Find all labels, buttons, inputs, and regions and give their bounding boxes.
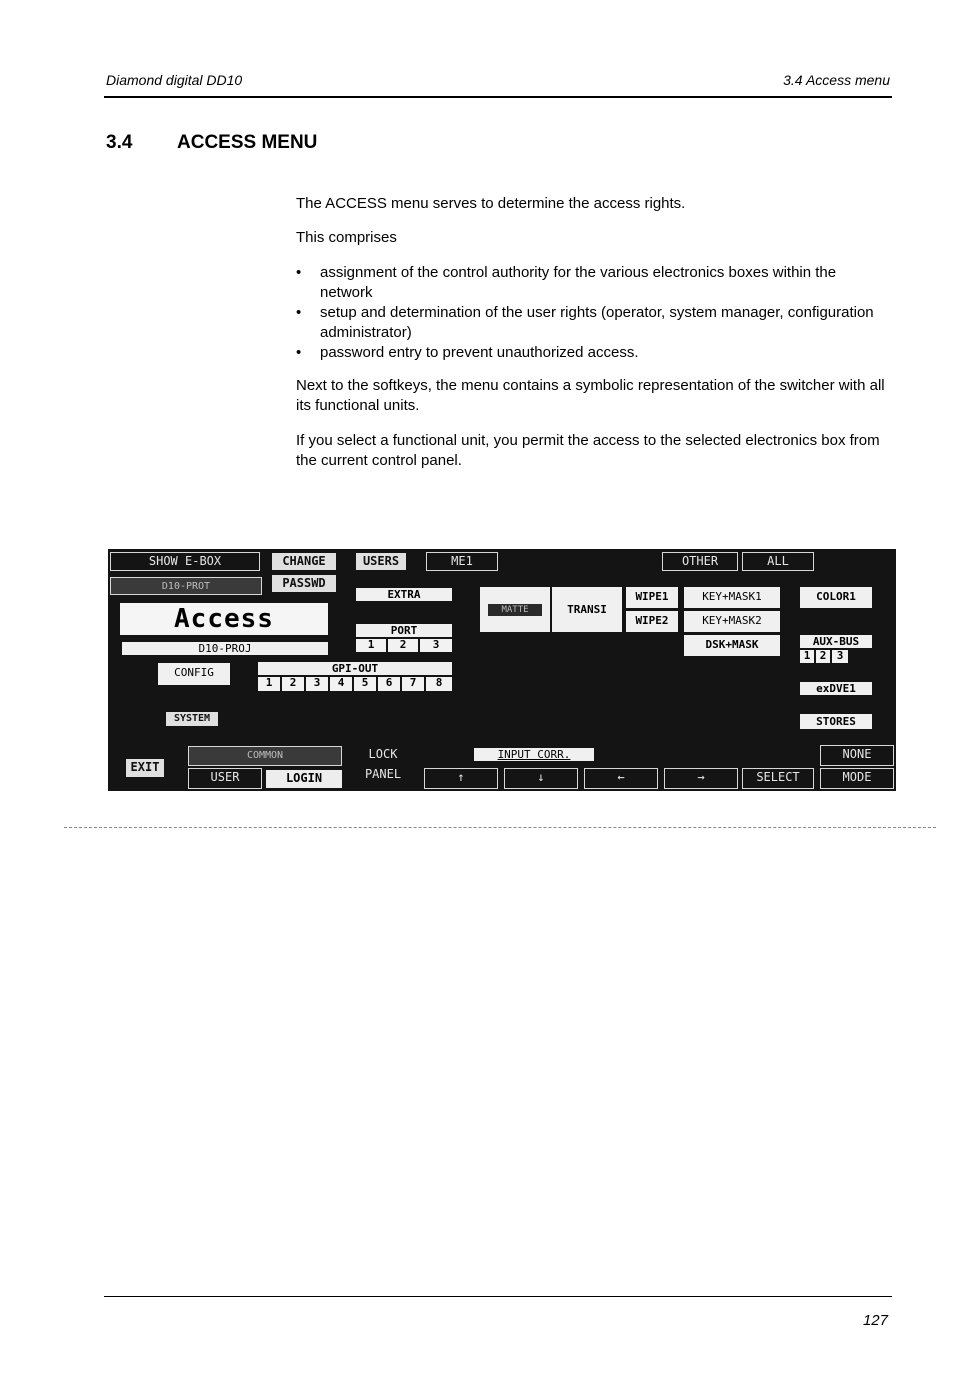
select-softkey[interactable]: SELECT [742,768,814,789]
paragraph-select: If you select a functional unit, you permit the access to the selected electronics box from the current control panel. [296,432,880,469]
user-softkey[interactable]: USER [188,768,262,789]
gpi-2-button[interactable]: 2 [282,677,306,691]
d10-prot-softkey[interactable]: D10-PROT [110,577,262,595]
users-softkey[interactable]: USERS [356,553,406,570]
panel-softkey[interactable]: PANEL [364,767,402,781]
gpi-1-button[interactable]: 1 [258,677,282,691]
paragraph-comprises: This comprises [296,229,397,246]
header-rule [104,96,892,98]
port-numbers [356,639,452,652]
port-2-button[interactable]: 2 [388,639,420,652]
passwd-softkey[interactable]: PASSWD [272,575,336,592]
list-item [296,343,892,363]
divider [550,587,552,632]
system-label: SYSTEM [166,712,218,726]
transi-button[interactable]: TRANSI [567,603,607,616]
dashed-separator [64,827,936,828]
port-3-button[interactable]: 3 [420,639,452,652]
bullet-mark: • [296,344,302,361]
exit-softkey[interactable]: EXIT [126,759,164,777]
bullet-text: assignment of the control authority for the various electronics boxes within the network [320,264,837,301]
port-1-button[interactable]: 1 [356,639,388,652]
input-corr-label: INPUT CORR. [474,748,594,761]
bullet-list [296,263,892,363]
none-softkey[interactable]: NONE [820,745,894,766]
gpi-5-button[interactable]: 5 [354,677,378,691]
wipe1-button[interactable]: WIPE1 [626,587,678,608]
arrow-up-softkey[interactable]: ↑ [424,768,498,789]
page-number: 127 [862,1312,888,1329]
bullet-mark: • [296,264,302,281]
footer-rule [104,1296,892,1297]
show-ebox-softkey[interactable]: SHOW E-BOX [110,552,260,571]
list-item [296,263,892,303]
arrow-left-softkey[interactable]: ← [584,768,658,789]
page-header-left: Diamond digital DD10 [106,72,243,88]
common-softkey[interactable]: COMMON [188,746,342,766]
paragraph-softkeys: Next to the softkeys, the menu contains a symbolic representation of the switcher with all its functional units. [296,377,885,414]
gpi-out-label: GPI-OUT [258,662,452,675]
gpi-8-button[interactable]: 8 [426,677,452,691]
list-item [296,303,892,343]
section-title: ACCESS MENU [177,132,318,153]
access-menu-screen [108,549,896,791]
color1-button[interactable]: COLOR1 [800,587,872,608]
wipe2-button[interactable]: WIPE2 [626,611,678,632]
gpi-3-button[interactable]: 3 [306,677,330,691]
key-mask1-button[interactable]: KEY+MASK1 [684,587,780,608]
other-softkey[interactable]: OTHER [662,552,738,571]
exdve1-button[interactable]: exDVE1 [800,682,872,695]
bullet-text: password entry to prevent unauthorized access. [320,344,639,361]
aux-3-button[interactable]: 3 [832,650,848,663]
aux-bus-label: AUX-BUS [800,635,872,648]
page-header-right: 3.4 Access menu [783,72,890,88]
section-number: 3.4 [106,132,133,153]
bullet-text: setup and determination of the user rights (operator, system manager, configuration administrator) [320,304,874,341]
menu-title: Access [120,603,328,635]
arrow-down-softkey[interactable]: ↓ [504,768,578,789]
port-label: PORT [356,624,452,637]
stores-button[interactable]: STORES [800,714,872,729]
paragraph-intro: The ACCESS menu serves to determine the access rights. [296,195,686,212]
lock-softkey[interactable]: LOCK [368,747,398,761]
extra-button[interactable]: EXTRA [356,588,452,601]
gpi-7-button[interactable]: 7 [402,677,426,691]
gpi-6-button[interactable]: 6 [378,677,402,691]
bullet-mark: • [296,304,302,321]
change-softkey[interactable]: CHANGE [272,553,336,570]
all-softkey[interactable]: ALL [742,552,814,571]
config-button[interactable]: CONFIG [158,663,230,685]
aux-1-button[interactable]: 1 [800,650,816,663]
login-softkey[interactable]: LOGIN [266,770,342,788]
matte-button[interactable]: MATTE [488,604,542,616]
arrow-right-softkey[interactable]: → [664,768,738,789]
me1-softkey[interactable]: ME1 [426,552,498,571]
mode-softkey[interactable]: MODE [820,768,894,789]
d10-proj-label: D10-PROJ [122,642,328,655]
aux-numbers [800,650,848,663]
gpi-4-button[interactable]: 4 [330,677,354,691]
gpi-numbers [258,677,452,691]
dsk-mask-button[interactable]: DSK+MASK [684,635,780,656]
key-mask2-button[interactable]: KEY+MASK2 [684,611,780,632]
aux-2-button[interactable]: 2 [816,650,832,663]
